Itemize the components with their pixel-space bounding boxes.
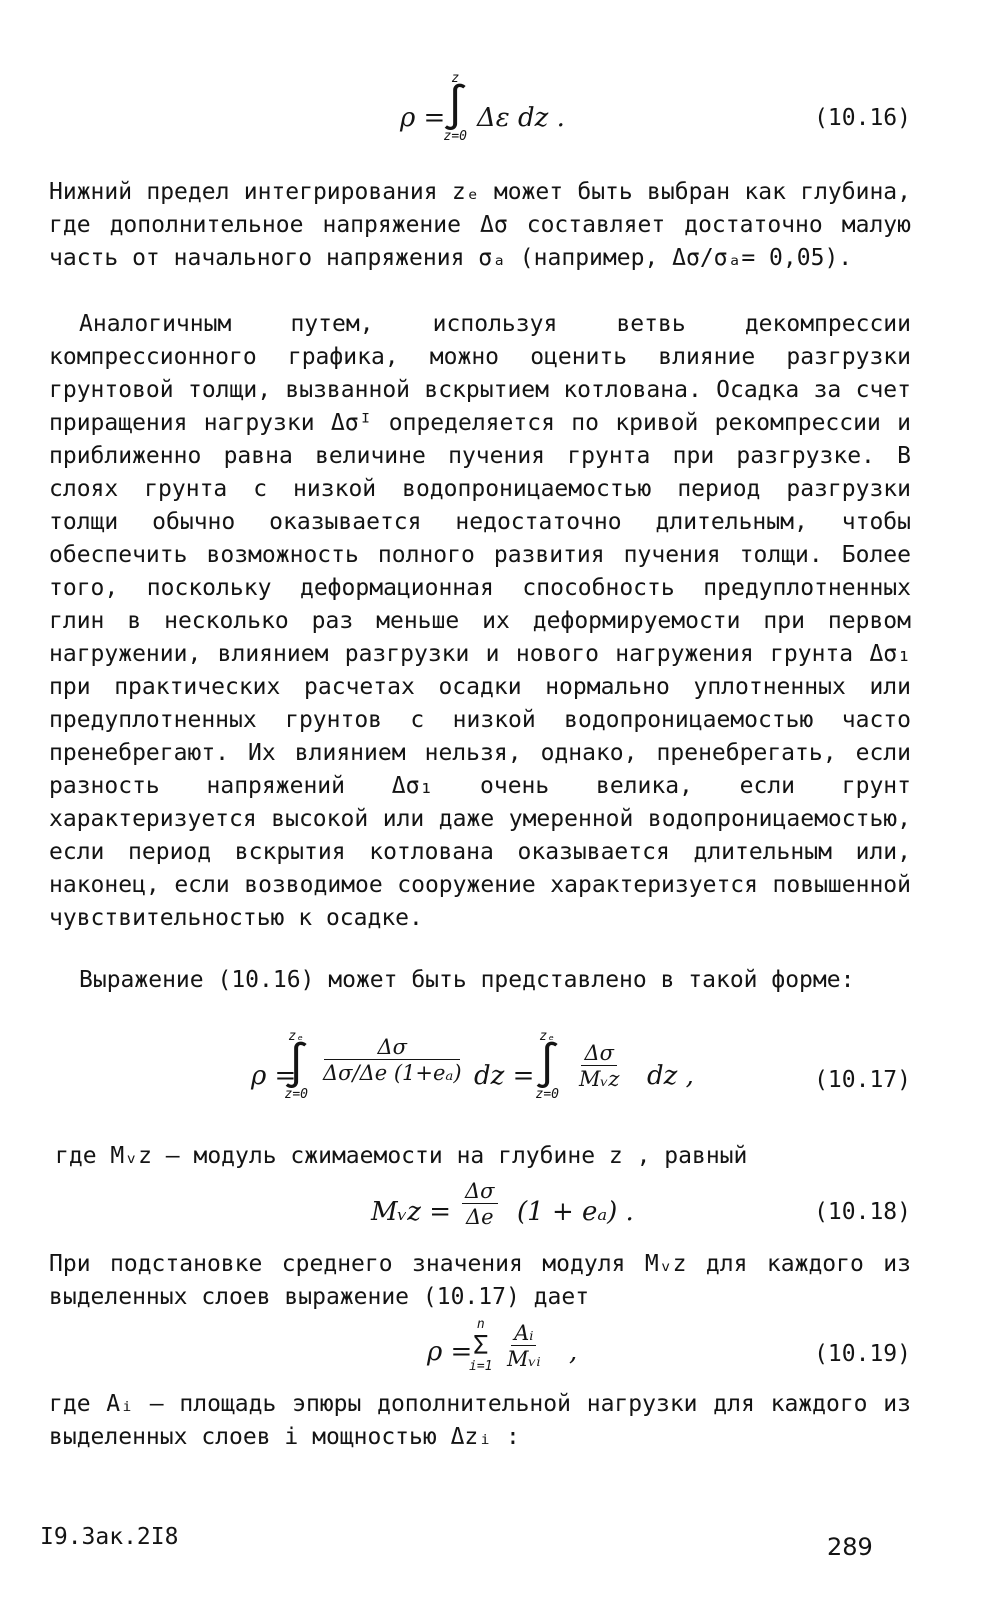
paragraph-1: Нижний предел интегрирования zₑ может быть выбран как глубина, где дополнительное напряжение Δσ составляет достаточно малую часть от начального напряжения σₐ (например, Δσ/σₐ= 0,05).: [49, 179, 911, 271]
page-number: 289: [827, 1533, 873, 1561]
eq-10-17-integral-2: zₑ ∫ z=0: [534, 1029, 561, 1102]
eq-10-17-fraction-1: $\frac{\Delta\sigma}{\text{Δσ/Δe (1+eₐ)}}$: [323, 1035, 462, 1086]
integral-sign-icon: ∫: [442, 82, 469, 133]
printer-signature: I9.Зак.2I8: [40, 1524, 179, 1550]
eq-10-19-summation: n Σ i=1: [469, 1317, 493, 1374]
eq-10-16-lhs: ρ =: [400, 103, 446, 133]
equation-10-17: [49, 1030, 911, 1126]
equation-10-19: [49, 1318, 911, 1384]
eq-10-16-upper-limit: z: [451, 71, 460, 86]
paragraph-2: Аналогичным путем, используя ветвь декомпрессии компрессионного графика, можно оценить влияние разгрузки грунтовой толщи, вызванной вскрытием котлована. Осадка за счет приращения нагрузки Δσᴵ определяется по кривой рекомпрессии и приближенно равна величине пучения грунта при разгрузке. В слоях грунта с низкой водопроницаемостью период разгрузки толщи обычно оказывается недостаточно длительным, чтобы обеспечить возможность полного развития пучения толщи. Более того, поскольку деформационная способность предуплотненных глин в несколько раз меньше их деформируемости при первом нагружении, влиянием разгрузки и нового нагружения грунта Δσ₁ при практических расчетах осадки нормально уплотненных или предуплотненных грунтов с низкой водопроницаемостью часто пренебрегают. Их влиянием нельзя, однако, пренебрегать, если разность напряжений Δσ₁ очень велика, если грунт характеризуется высокой или даже умеренной водопроницаемостью, если период вскрытия котлована оказывается длительным или, наконец, если возводимое сооружение характеризуется повышенной чувствительностью к осадке.: [49, 311, 911, 931]
eq-10-17-fraction-2: Δσ Mᵥz: [579, 1041, 620, 1092]
integral-sign-icon: ∫: [534, 1040, 561, 1091]
paragraph-5: При подстановке среднего значения модуля Mᵥz для каждого из выделенных слоев выражение (10.17) дает: [49, 1251, 911, 1310]
eq-10-18-rhs: (1 + eₐ) .: [517, 1197, 634, 1227]
eq-10-19-lhs: ρ =: [427, 1337, 473, 1367]
eq-10-18-lhs: Mᵥz =: [371, 1197, 452, 1227]
eq-10-18-fraction: $\frac{\Delta\sigma}{\Delta e}$: [462, 1180, 498, 1228]
paragraph-6: где Aᵢ – площадь эпюры дополнительной нагрузки для каждого из выделенных слоев i мощностью Δzᵢ :: [49, 1391, 911, 1450]
eq-10-17-dz-1: dz =: [474, 1061, 535, 1091]
summation-sign-icon: Σ: [472, 1331, 489, 1361]
eq-10-17-dz-2: dz ,: [647, 1061, 694, 1091]
eq-10-17-integral-1: zₑ ∫ z=0: [283, 1029, 310, 1102]
paragraph-4: где Mᵥz – модуль сжимаемости на глубине z , равный: [55, 1143, 748, 1169]
eq-10-17-lhs: ρ =: [251, 1061, 297, 1091]
integral-sign-icon: ∫: [283, 1040, 310, 1091]
eq-10-16-integral: [442, 72, 469, 144]
paragraph-3: Выражение (10.16) может быть представлено в такой форме:: [79, 967, 855, 993]
equation-10-18: [49, 1180, 911, 1240]
eq-10-19-tail: ,: [569, 1337, 578, 1367]
equation-10-16: [49, 72, 911, 164]
eq-10-19-fraction: Aᵢ Mᵥᵢ: [507, 1321, 541, 1372]
eq-10-16-number: (10.16): [814, 105, 911, 131]
eq-10-16-lower-limit: z=0: [443, 129, 467, 144]
eq-10-16-integrand: Δε dz .: [477, 103, 565, 133]
eq-10-17-number: (10.17): [814, 1067, 911, 1093]
eq-10-19-number: (10.19): [814, 1341, 911, 1367]
eq-10-18-number: (10.18): [814, 1199, 911, 1225]
